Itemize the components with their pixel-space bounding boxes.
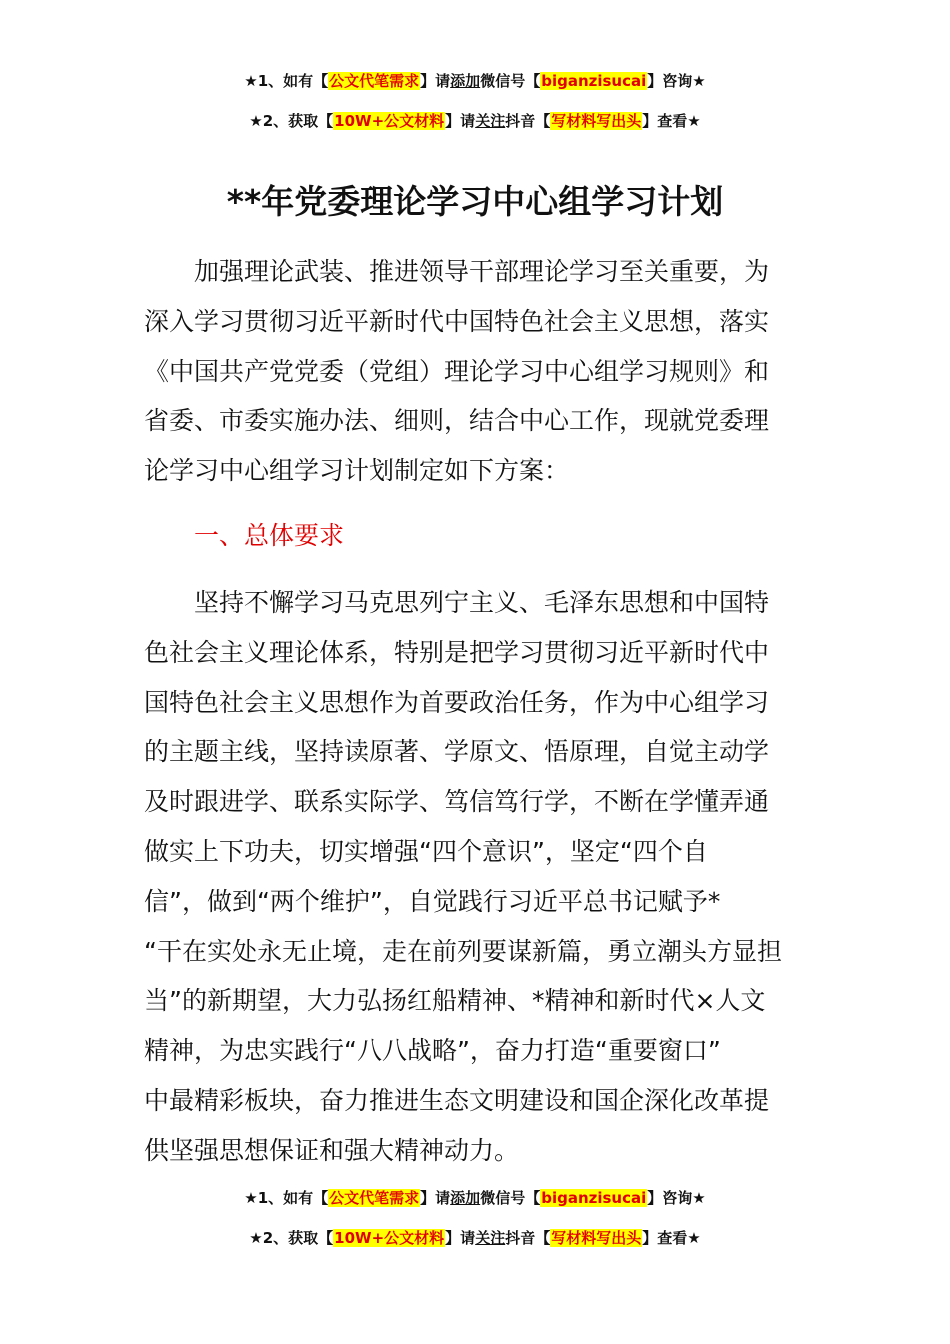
star-icon: ★ — [692, 1189, 706, 1207]
paragraph-line: 中最精彩板块，奋力推进生态文明建设和国企深化改革提 — [144, 1085, 770, 1115]
notice-line-2-bottom — [0, 1227, 950, 1249]
paragraph-line: 加强理论武装、推进领导干部理论学习至关重要，为 — [194, 257, 770, 286]
notice-text: 】咨询 — [647, 1189, 693, 1207]
highlight-text: 公文代笔需求 — [329, 72, 420, 90]
star-icon: ★ — [244, 1189, 258, 1207]
notice-text: 2、获取【 — [262, 1229, 334, 1247]
notice-text: 】查看 — [642, 112, 688, 130]
notice-text: 微信号【 — [480, 72, 541, 90]
paragraph-line: 论学习中心组学习计划制定如下方案： — [144, 456, 570, 486]
highlight-text: 10W+公文材料 — [334, 112, 445, 130]
notice-text: 2、获取【 — [262, 112, 334, 130]
paragraph-line: 供坚强思想保证和强大精神动力。 — [144, 1135, 520, 1165]
paragraph-line: 深入学习贯彻习近平新时代中国特色社会主义思想，落实 — [144, 306, 770, 336]
star-icon: ★ — [687, 1229, 701, 1247]
highlight-text: 10W+公文材料 — [334, 1229, 445, 1247]
star-icon: ★ — [244, 72, 258, 90]
paragraph-line: 色社会主义理论体系，特别是把学习贯彻习近平新时代中 — [144, 637, 770, 667]
paragraph-line: 精神，为忠实践行“八八战略”，奋力打造“重要窗口” — [144, 1036, 721, 1066]
paragraph-line: 的主题主线，坚持读原著、学原文、悟原理，自觉主动学 — [144, 737, 770, 767]
paragraph-line: 国特色社会主义思想作为首要政治任务，作为中心组学习 — [144, 687, 770, 717]
underlined-text: 关注 — [475, 112, 506, 130]
notice-text: 】查看 — [642, 1229, 688, 1247]
star-icon: ★ — [692, 72, 706, 90]
paragraph-line: 《中国共产党党委（党组）理论学习中心组学习规则》和 — [144, 356, 770, 386]
underlined-text: 添加 — [450, 1189, 481, 1207]
douyin-account: 写材料写出头 — [551, 1229, 642, 1247]
notice-line-1 — [0, 70, 950, 92]
wechat-id: biganzisucai — [541, 1189, 647, 1207]
document-title: **年党委理论学习中心组学习计划 — [226, 182, 724, 221]
notice-line-2 — [0, 110, 950, 132]
notice-text: 】咨询 — [647, 72, 693, 90]
paragraph-line: 坚持不懈学习马克思列宁主义、毛泽东思想和中国特 — [194, 588, 770, 617]
star-icon: ★ — [249, 112, 263, 130]
star-icon: ★ — [249, 1229, 263, 1247]
notice-text: 】请 — [420, 72, 451, 90]
douyin-account: 写材料写出头 — [551, 112, 642, 130]
notice-text: 】请 — [445, 112, 476, 130]
notice-text: 抖音【 — [505, 1229, 551, 1247]
star-icon: ★ — [687, 112, 701, 130]
wechat-id: biganzisucai — [541, 72, 647, 90]
paragraph-line: 信”，做到“两个维护”，自觉践行习近平总书记赋予* — [144, 886, 721, 916]
paragraph-line: 省委、市委实施办法、细则，结合中心工作，现就党委理 — [144, 406, 770, 436]
intro-paragraph — [144, 247, 808, 496]
paragraph-line: 当”的新期望，大力弘扬红船精神、*精神和新时代×人文 — [144, 986, 766, 1016]
notice-text: 1、如有【 — [257, 72, 329, 90]
underlined-text: 添加 — [450, 72, 481, 90]
section-heading: 一、总体要求 — [194, 521, 345, 550]
section1-paragraph — [144, 578, 808, 1176]
paragraph-line: 做实上下功夫，切实增强“四个意识”，坚定“四个自 — [144, 836, 708, 866]
notice-text: 微信号【 — [480, 1189, 541, 1207]
underlined-text: 关注 — [475, 1229, 506, 1247]
paragraph-line: 及时跟进学、联系实际学、笃信笃行学，不断在学懂弄通 — [144, 787, 770, 817]
highlight-text: 公文代笔需求 — [329, 1189, 420, 1207]
notice-text: 1、如有【 — [257, 1189, 329, 1207]
notice-text: 抖音【 — [505, 112, 551, 130]
notice-text: 】请 — [445, 1229, 476, 1247]
paragraph-line: “干在实处永无止境，走在前列要谋新篇，勇立潮头方显担 — [144, 936, 782, 966]
notice-text: 】请 — [420, 1189, 451, 1207]
notice-line-1-bottom — [0, 1187, 950, 1209]
